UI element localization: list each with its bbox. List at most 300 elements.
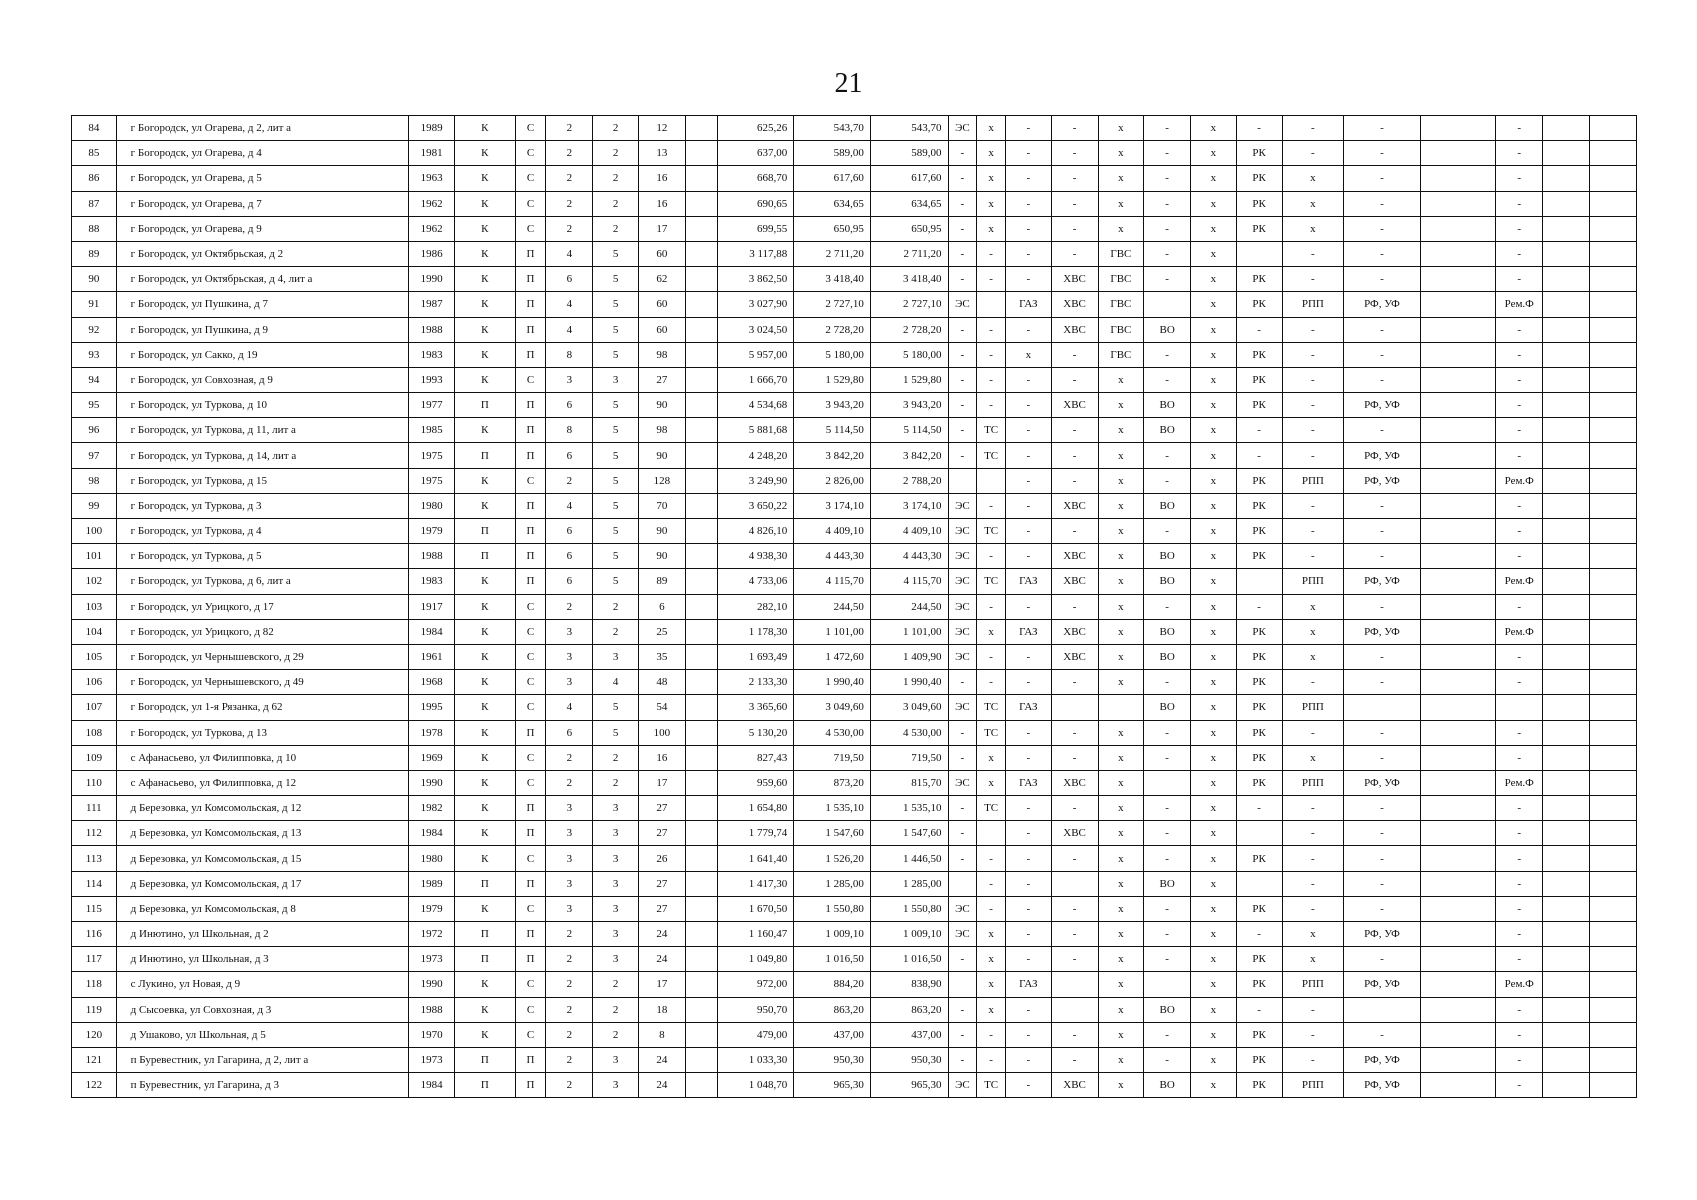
table-cell: 3 174,10 (870, 493, 948, 518)
table-cell (1420, 997, 1496, 1022)
address-cell: г Богородск, ул Совхозная, д 9 (116, 367, 409, 392)
table-cell: х (1191, 216, 1237, 241)
address-cell: г Богородск, ул Пушкина, д 9 (116, 317, 409, 342)
table-row (72, 342, 1637, 367)
table-cell (1589, 292, 1636, 317)
table-cell: 2 (593, 997, 639, 1022)
table-cell: - (1005, 670, 1051, 695)
table-cell: х (1191, 1022, 1237, 1047)
table-cell: П (515, 796, 546, 821)
table-cell (685, 443, 717, 468)
table-cell: 2 711,20 (794, 241, 871, 266)
table-cell: х (1191, 493, 1237, 518)
table-cell: 6 (546, 443, 593, 468)
table-cell: РК (1236, 1022, 1282, 1047)
table-cell: - (1282, 670, 1344, 695)
table-cell: ЭС (948, 594, 977, 619)
table-cell: - (977, 493, 1006, 518)
table-cell: - (1282, 821, 1344, 846)
table-cell: 18 (638, 997, 685, 1022)
table-cell: 1962 (409, 216, 455, 241)
table-cell: РК (1236, 846, 1282, 871)
table-cell: - (1236, 594, 1282, 619)
table-cell: - (977, 1047, 1006, 1072)
table-cell: РК (1236, 342, 1282, 367)
table-cell: 8 (546, 418, 593, 443)
table-cell (1543, 418, 1590, 443)
table-cell: 17 (638, 216, 685, 241)
table-cell: х (1191, 166, 1237, 191)
table-cell: 5 114,50 (870, 418, 948, 443)
table-cell: - (1005, 947, 1051, 972)
table-cell: - (1282, 519, 1344, 544)
table-cell: - (1496, 317, 1543, 342)
table-cell: х (1098, 216, 1144, 241)
table-cell (1420, 770, 1496, 795)
table-cell: 3 (593, 896, 639, 921)
table-cell (1420, 1073, 1496, 1098)
table-cell: 1984 (409, 1073, 455, 1098)
table-cell: - (1005, 493, 1051, 518)
table-cell (685, 720, 717, 745)
table-row (72, 141, 1637, 166)
table-cell: ЭС (948, 896, 977, 921)
table-cell: Рем.Ф (1496, 770, 1543, 795)
table-cell: К (454, 594, 515, 619)
table-cell: 3 365,60 (717, 695, 794, 720)
table-cell: - (1344, 191, 1421, 216)
address-cell: г Богородск, ул Туркова, д 5 (116, 544, 409, 569)
table-cell: 4 443,30 (794, 544, 871, 569)
table-cell: х (1191, 241, 1237, 266)
table-cell: 48 (638, 670, 685, 695)
table-cell (685, 141, 717, 166)
table-cell: ТС (977, 569, 1006, 594)
table-cell: ЭС (948, 1073, 977, 1098)
table-cell (1420, 720, 1496, 745)
table-cell: - (1005, 846, 1051, 871)
table-cell: - (1005, 644, 1051, 669)
table-cell: х (1098, 871, 1144, 896)
table-cell: 1 446,50 (870, 846, 948, 871)
table-cell (1051, 695, 1098, 720)
table-cell: - (1282, 418, 1344, 443)
table-cell: 5 (593, 720, 639, 745)
table-cell (685, 393, 717, 418)
table-cell: - (948, 166, 977, 191)
table-cell (1589, 594, 1636, 619)
table-cell: ВО (1144, 619, 1191, 644)
address-cell: г Богородск, ул Туркова, д 14, лит а (116, 443, 409, 468)
table-cell: 2 727,10 (870, 292, 948, 317)
table-cell: РК (1236, 367, 1282, 392)
table-cell (1543, 821, 1590, 846)
table-cell: 634,65 (794, 191, 871, 216)
table-cell: 5 (593, 544, 639, 569)
table-cell: - (1344, 342, 1421, 367)
table-cell (1589, 393, 1636, 418)
table-cell (1543, 216, 1590, 241)
table-cell: 3 418,40 (794, 267, 871, 292)
table-cell: - (1051, 922, 1098, 947)
table-cell: РК (1236, 1047, 1282, 1072)
table-cell: П (515, 292, 546, 317)
table-cell: 4 530,00 (870, 720, 948, 745)
table-cell: П (454, 1073, 515, 1098)
table-cell (685, 468, 717, 493)
table-cell: 1985 (409, 418, 455, 443)
table-cell (1543, 367, 1590, 392)
table-cell: - (1344, 821, 1421, 846)
row-number-cell: 117 (72, 947, 117, 972)
table-cell: х (1005, 342, 1051, 367)
table-cell: 1979 (409, 896, 455, 921)
table-row (72, 796, 1637, 821)
address-cell: г Богородск, ул Огарева, д 9 (116, 216, 409, 241)
table-cell: 2 (546, 468, 593, 493)
table-cell: 1 285,00 (870, 871, 948, 896)
table-row (72, 644, 1637, 669)
table-cell: 90 (638, 544, 685, 569)
table-cell: х (1191, 947, 1237, 972)
address-cell: г Богородск, ул Октябрьская, д 2 (116, 241, 409, 266)
table-cell (1543, 871, 1590, 896)
table-cell: 5 (593, 292, 639, 317)
table-cell: 4 409,10 (794, 519, 871, 544)
table-cell: 1993 (409, 367, 455, 392)
table-cell (685, 544, 717, 569)
table-cell: ВО (1144, 393, 1191, 418)
table-cell: 4 733,06 (717, 569, 794, 594)
table-cell: 1983 (409, 569, 455, 594)
table-cell (1589, 166, 1636, 191)
table-cell (685, 569, 717, 594)
table-row (72, 292, 1637, 317)
table-cell (1543, 972, 1590, 997)
table-cell: 6 (546, 720, 593, 745)
table-cell: Рем.Ф (1496, 292, 1543, 317)
table-cell: 1988 (409, 317, 455, 342)
table-cell: 1961 (409, 644, 455, 669)
table-cell: РК (1236, 166, 1282, 191)
table-cell: - (1344, 116, 1421, 141)
table-cell: 1988 (409, 544, 455, 569)
row-number-cell: 112 (72, 821, 117, 846)
table-cell: х (977, 972, 1006, 997)
table-cell: х (1098, 922, 1144, 947)
table-cell: х (1098, 846, 1144, 871)
table-cell: - (1005, 443, 1051, 468)
table-cell: С (515, 896, 546, 921)
table-cell (1344, 695, 1421, 720)
table-cell: - (1496, 166, 1543, 191)
table-cell: Рем.Ф (1496, 619, 1543, 644)
table-cell (1051, 997, 1098, 1022)
table-cell: П (515, 317, 546, 342)
row-number-cell: 100 (72, 519, 117, 544)
table-cell: 1989 (409, 871, 455, 896)
row-number-cell: 84 (72, 116, 117, 141)
table-cell: 1987 (409, 292, 455, 317)
table-row (72, 166, 1637, 191)
table-cell: - (1282, 317, 1344, 342)
table-cell: - (1051, 594, 1098, 619)
table-cell: 4 (593, 670, 639, 695)
table-cell: - (1051, 720, 1098, 745)
table-cell: - (1005, 393, 1051, 418)
table-cell: ТС (977, 418, 1006, 443)
table-cell: 62 (638, 267, 685, 292)
table-cell: 3 (546, 796, 593, 821)
table-cell: - (1344, 670, 1421, 695)
table-row (72, 770, 1637, 795)
table-cell: - (1344, 367, 1421, 392)
table-cell (1589, 695, 1636, 720)
table-cell: 634,65 (870, 191, 948, 216)
table-cell (1543, 443, 1590, 468)
table-cell: К (454, 1022, 515, 1047)
table-cell: 1983 (409, 342, 455, 367)
table-cell: 1975 (409, 468, 455, 493)
table-cell (685, 493, 717, 518)
table-cell: К (454, 267, 515, 292)
table-cell (685, 846, 717, 871)
table-cell: - (1005, 267, 1051, 292)
table-cell: С (515, 846, 546, 871)
table-cell: 950,70 (717, 997, 794, 1022)
table-cell: К (454, 141, 515, 166)
table-cell: С (515, 670, 546, 695)
table-cell: - (1496, 745, 1543, 770)
table-cell: 1 033,30 (717, 1047, 794, 1072)
table-cell (685, 896, 717, 921)
table-cell: 54 (638, 695, 685, 720)
table-cell: ВО (1144, 493, 1191, 518)
table-cell: 27 (638, 367, 685, 392)
table-cell (1543, 393, 1590, 418)
table-cell: 617,60 (794, 166, 871, 191)
table-cell: 2 826,00 (794, 468, 871, 493)
table-cell: ХВС (1051, 267, 1098, 292)
table-cell: 719,50 (794, 745, 871, 770)
table-cell: 3 (546, 367, 593, 392)
table-cell (1589, 1047, 1636, 1072)
table-cell: 699,55 (717, 216, 794, 241)
address-cell: г Богородск, ул Чернышевского, д 49 (116, 670, 409, 695)
table-cell (1543, 519, 1590, 544)
table-cell (685, 695, 717, 720)
table-cell: 98 (638, 342, 685, 367)
table-cell: - (1005, 468, 1051, 493)
table-cell: ЭС (948, 544, 977, 569)
table-cell: 5 (593, 519, 639, 544)
table-cell: - (1236, 317, 1282, 342)
table-cell: 5 957,00 (717, 342, 794, 367)
table-cell: 1 409,90 (870, 644, 948, 669)
table-cell: РК (1236, 695, 1282, 720)
table-cell: РФ, УФ (1344, 393, 1421, 418)
table-cell: ЭС (948, 493, 977, 518)
table-cell: - (1282, 493, 1344, 518)
table-cell: 3 (593, 947, 639, 972)
table-cell: 1 654,80 (717, 796, 794, 821)
table-cell: - (1051, 141, 1098, 166)
table-cell (1543, 922, 1590, 947)
table-cell: - (948, 821, 977, 846)
table-row (72, 1022, 1637, 1047)
table-cell: 668,70 (717, 166, 794, 191)
table-cell: 2 (546, 1047, 593, 1072)
table-cell: - (1051, 216, 1098, 241)
table-cell (1420, 519, 1496, 544)
table-cell: 965,30 (870, 1073, 948, 1098)
row-number-cell: 88 (72, 216, 117, 241)
table-cell: 6 (546, 569, 593, 594)
table-cell: ГВС (1098, 241, 1144, 266)
table-cell (685, 947, 717, 972)
table-cell: - (1005, 241, 1051, 266)
table-cell: - (1282, 342, 1344, 367)
table-cell: РФ, УФ (1344, 1073, 1421, 1098)
table-cell: РК (1236, 292, 1282, 317)
table-cell: - (1496, 821, 1543, 846)
table-cell: 543,70 (794, 116, 871, 141)
table-cell: 1973 (409, 1047, 455, 1072)
table-cell: х (1282, 619, 1344, 644)
table-cell: - (948, 1047, 977, 1072)
table-cell: 3 024,50 (717, 317, 794, 342)
table-cell (1543, 569, 1590, 594)
table-cell: х (1191, 972, 1237, 997)
table-cell: 815,70 (870, 770, 948, 795)
table-cell: С (515, 116, 546, 141)
table-cell: - (1051, 896, 1098, 921)
table-cell: - (948, 846, 977, 871)
address-cell: г Богородск, ул Сакко, д 19 (116, 342, 409, 367)
table-cell: - (1051, 241, 1098, 266)
table-cell: х (1191, 922, 1237, 947)
table-cell: РФ, УФ (1344, 1047, 1421, 1072)
table-cell: - (1144, 267, 1191, 292)
table-cell: - (1236, 796, 1282, 821)
table-cell: 282,10 (717, 594, 794, 619)
table-cell: ЭС (948, 569, 977, 594)
table-cell (1589, 141, 1636, 166)
table-cell: х (1098, 443, 1144, 468)
table-cell (1420, 141, 1496, 166)
table-cell: 6 (546, 393, 593, 418)
table-cell: х (1191, 670, 1237, 695)
table-cell: С (515, 745, 546, 770)
table-cell: х (1191, 846, 1237, 871)
table-cell: - (1344, 796, 1421, 821)
table-cell: - (948, 418, 977, 443)
housing-register-table (71, 115, 1637, 1098)
table-cell: 2 (546, 116, 593, 141)
table-cell: РФ, УФ (1344, 922, 1421, 947)
table-cell (1051, 871, 1098, 896)
table-cell: х (1191, 569, 1237, 594)
table-cell: - (1005, 141, 1051, 166)
table-cell: - (1051, 116, 1098, 141)
table-cell (1589, 367, 1636, 392)
table-cell: х (1191, 418, 1237, 443)
table-cell: ВО (1144, 871, 1191, 896)
table-cell: РПП (1282, 1073, 1344, 1098)
table-cell: - (948, 367, 977, 392)
table-cell: - (1496, 1047, 1543, 1072)
table-cell: х (1098, 947, 1144, 972)
table-cell: - (1496, 720, 1543, 745)
table-cell (1420, 922, 1496, 947)
table-cell: 1 048,70 (717, 1073, 794, 1098)
table-cell: С (515, 972, 546, 997)
table-cell: - (977, 241, 1006, 266)
address-cell: д Инютино, ул Школьная, д 3 (116, 947, 409, 972)
table-cell (1589, 796, 1636, 821)
table-cell: - (1144, 141, 1191, 166)
table-cell: К (454, 670, 515, 695)
table-cell: - (1344, 1022, 1421, 1047)
row-number-cell: 104 (72, 619, 117, 644)
table-cell: - (977, 871, 1006, 896)
table-cell: 3 (593, 796, 639, 821)
table-cell: - (948, 947, 977, 972)
table-cell: С (515, 695, 546, 720)
table-cell: П (454, 519, 515, 544)
table-cell: - (1282, 1022, 1344, 1047)
table-cell: - (1005, 1073, 1051, 1098)
table-cell: х (1191, 1047, 1237, 1072)
table-cell: 959,60 (717, 770, 794, 795)
table-cell: 90 (638, 519, 685, 544)
table-cell: 5 180,00 (870, 342, 948, 367)
table-cell: К (454, 619, 515, 644)
table-cell: 2 (593, 972, 639, 997)
table-row (72, 443, 1637, 468)
table-cell: - (1005, 317, 1051, 342)
table-cell: - (1005, 821, 1051, 846)
table-cell: - (1496, 947, 1543, 972)
table-cell: х (1191, 871, 1237, 896)
table-cell: - (1005, 796, 1051, 821)
table-cell: - (1144, 1047, 1191, 1072)
table-cell: К (454, 468, 515, 493)
table-cell: - (1236, 418, 1282, 443)
table-body (72, 116, 1637, 1098)
table-cell: 5 114,50 (794, 418, 871, 443)
table-cell: - (1282, 141, 1344, 166)
table-cell: 12 (638, 116, 685, 141)
table-cell: П (515, 393, 546, 418)
table-cell: х (977, 216, 1006, 241)
table-cell: ЭС (948, 644, 977, 669)
table-cell (1543, 670, 1590, 695)
table-cell: 2 (593, 745, 639, 770)
table-cell: ГАЗ (1005, 972, 1051, 997)
table-cell: 1963 (409, 166, 455, 191)
table-cell: - (977, 367, 1006, 392)
address-cell: г Богородск, ул Туркова, д 6, лит а (116, 569, 409, 594)
table-cell (1589, 519, 1636, 544)
table-cell: - (1236, 116, 1282, 141)
table-cell: ЭС (948, 770, 977, 795)
table-cell: 1 693,49 (717, 644, 794, 669)
table-cell: - (1344, 846, 1421, 871)
table-cell (1589, 670, 1636, 695)
table-cell: - (1005, 418, 1051, 443)
table-row (72, 418, 1637, 443)
